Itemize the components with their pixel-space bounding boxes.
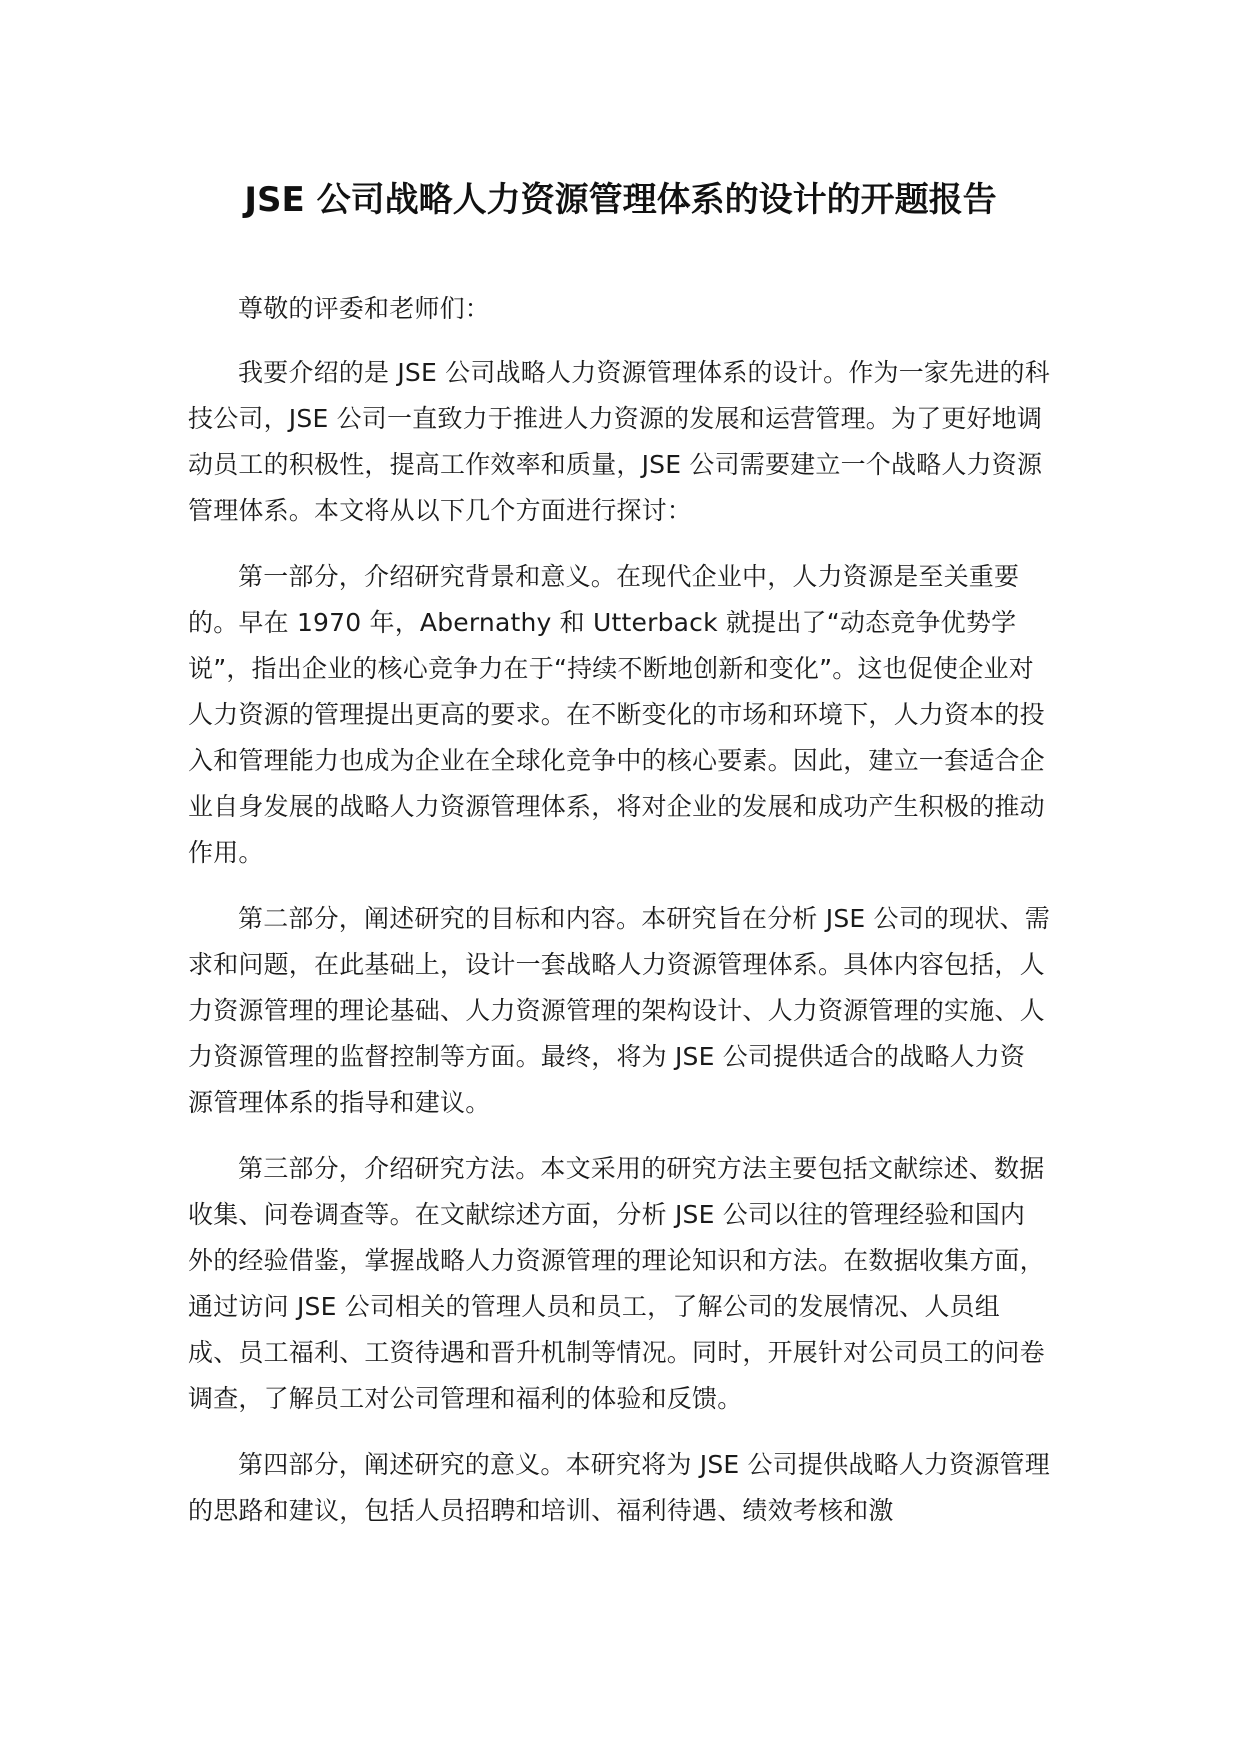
document-body	[188, 286, 1050, 1554]
part-one-paragraph: 第一部分，介绍研究背景和意义。在现代企业中，人力资源是至关重要的。早在 1970 年，Abernathy 和 Utterback 就提出了“动态竞争优势学说”，指出企业的核心竞争力在于“持续不断地创新和变化”。这也促使企业对人力资源的管理提出更高的要求。在不断变化的市场和环境下，人力资本的投入和管理能力也成为企业在全球化竞争中的核心要素。因此，建立一套适合企业自身发展的战略人力资源管理体系，将对企业的发展和成功产生积极的推动作用。	[188, 562, 1045, 867]
document-title: JSE 公司战略人力资源管理体系的设计的开题报告	[244, 180, 997, 220]
part-four-paragraph: 第四部分，阐述研究的意义。本研究将为 JSE 公司提供战略人力资源管理的思路和建议，包括人员招聘和培训、福利待遇、绩效考核和激	[188, 1450, 1050, 1525]
salutation-paragraph: 尊敬的评委和老师们：	[238, 294, 491, 323]
part-three-paragraph: 第三部分，介绍研究方法。本文采用的研究方法主要包括文献综述、数据收集、问卷调查等。在文献综述方面，分析 JSE 公司以往的管理经验和国内外的经验借鉴，掌握战略人力资源管理的理论知识和方法。在数据收集方面，通过访问 JSE 公司相关的管理人员和员工，了解公司的发展情况、人员组成、员工福利、工资待遇和晋升机制等情况。同时，开展针对公司员工的问卷调查，了解员工对公司管理和福利的体验和反馈。	[188, 1154, 1045, 1413]
intro-paragraph: 我要介绍的是 JSE 公司战略人力资源管理体系的设计。作为一家先进的科技公司，JSE 公司一直致力于推进人力资源的发展和运营管理。为了更好地调动员工的积极性，提高工作效率和质量，JSE 公司需要建立一个战略人力资源管理体系。本文将从以下几个方面进行探讨：	[188, 358, 1050, 525]
part-two-paragraph: 第二部分，阐述研究的目标和内容。本研究旨在分析 JSE 公司的现状、需求和问题，在此基础上，设计一套战略人力资源管理体系。具体内容包括，人力资源管理的理论基础、人力资源管理的架构设计、人力资源管理的实施、人力资源管理的监督控制等方面。最终，将为 JSE 公司提供适合的战略人力资源管理体系的指导和建议。	[188, 904, 1050, 1117]
